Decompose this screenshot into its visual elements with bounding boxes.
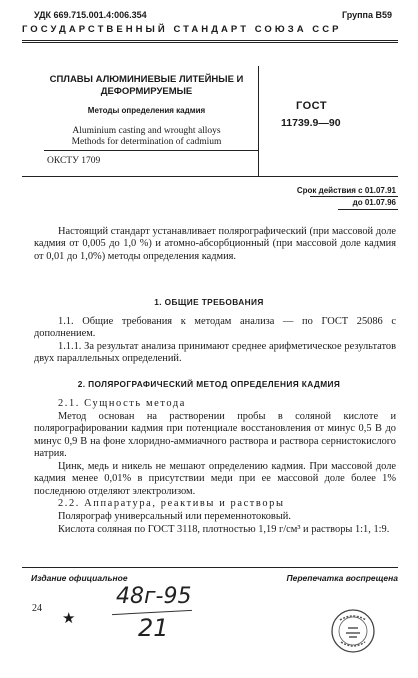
gost-label: ГОСТ (296, 100, 328, 112)
page-number: 24 (32, 603, 42, 614)
section-2-2-paragraph-2: Кислота соляная по ГОСТ 3118, плотностью 1,19 г/см³ и растворы 1:1, 1:9. (58, 524, 390, 535)
title-line-2: ДЕФОРМИРУЕМЫЕ (100, 86, 193, 97)
document-subtitle: Методы определения кадмия (87, 106, 206, 115)
section-1-heading: 1. ОБЩИЕ ТРЕБОВАНИЯ (154, 297, 264, 307)
group-code: Группа В59 (341, 10, 392, 20)
title-vertical-divider (258, 66, 259, 176)
handwritten-annotation-bottom: 21 (138, 614, 169, 642)
header-divider-double (22, 42, 398, 43)
section-2-1-paragraph-2: Цинк, медь и никель не мешают определению кадмия. При массовой доле кадмия менее 0,01% в присутствии меди при ее массовой доле более 1% последнюю отделяют электролизом. (34, 461, 396, 497)
validity-from: Срок действия с 01.07.91 (296, 186, 396, 195)
section-2-2-heading: 2.2. Аппаратура, реактивы и растворы (58, 498, 285, 509)
english-title-line-1: Aluminium casting and wrought alloys (72, 126, 221, 136)
section-2-heading: 2. ПОЛЯРОГРАФИЧЕСКИЙ МЕТОД ОПРЕДЕЛЕНИЯ КАДМИЯ (77, 379, 341, 389)
official-edition-note: Издание официальное (31, 573, 128, 583)
section-1-paragraph-2: 1.1.1. За результат анализа принимают среднее арифметическое результатов двух параллельных определений. (34, 341, 396, 365)
star-icon: ★ (62, 611, 76, 627)
english-title-line-2: Methods for determination of cadmium (71, 137, 222, 147)
handwritten-annotation-top: 48г-95 (116, 584, 192, 609)
title-block-bottom-rule (22, 176, 398, 177)
validity-underline-1 (310, 196, 398, 197)
okstu-code: ОКСТУ 1709 (47, 156, 101, 166)
document-title (44, 74, 249, 98)
section-2-1-paragraph-1: Метод основан на растворении пробы в соляной кислоте и полярографировании кадмия при потенциале восстановления от минус 0,5 В до минус 0,9 В на фоне хлоридно-аммиачного раствора и раствора сернистокислого натрия. (34, 411, 396, 460)
section-2-2-paragraph-1: Полярограф универсальный или переменнотоковый. (58, 511, 291, 522)
footer-divider (22, 567, 398, 568)
reprint-prohibited-note: Перепечатка воспрещена (286, 573, 398, 583)
title-line-1: СПЛАВЫ АЛЮМИНИЕВЫЕ ЛИТЕЙНЫЕ И (49, 74, 244, 85)
header-divider (22, 40, 398, 41)
section-2-1-heading: 2.1. Сущность метода (58, 398, 186, 409)
validity-to: до 01.07.96 (352, 198, 396, 207)
section-1-paragraph-1: 1.1. Общие требования к методам анализа — по ГОСТ 25086 с дополнением. (34, 316, 396, 340)
english-title (44, 126, 249, 148)
gost-number: 11739.9—90 (281, 117, 341, 129)
title-divider (44, 150, 258, 151)
library-stamp (328, 606, 378, 656)
intro-paragraph: Настоящий стандарт устанавливает полярографический (при массовой доле кадмия от 0,005 до 1,0 %) и атомно-абсорбционный (при массовой доле кадмия от 0,01 до 1,0%) методы определения кадмия. (34, 226, 396, 262)
validity-underline-2 (338, 209, 398, 210)
udk-code: УДК 669.715.001.4:006.354 (34, 10, 147, 20)
state-standard-banner: ГОСУДАРСТВЕННЫЙ СТАНДАРТ СОЮЗА ССР (22, 24, 342, 35)
